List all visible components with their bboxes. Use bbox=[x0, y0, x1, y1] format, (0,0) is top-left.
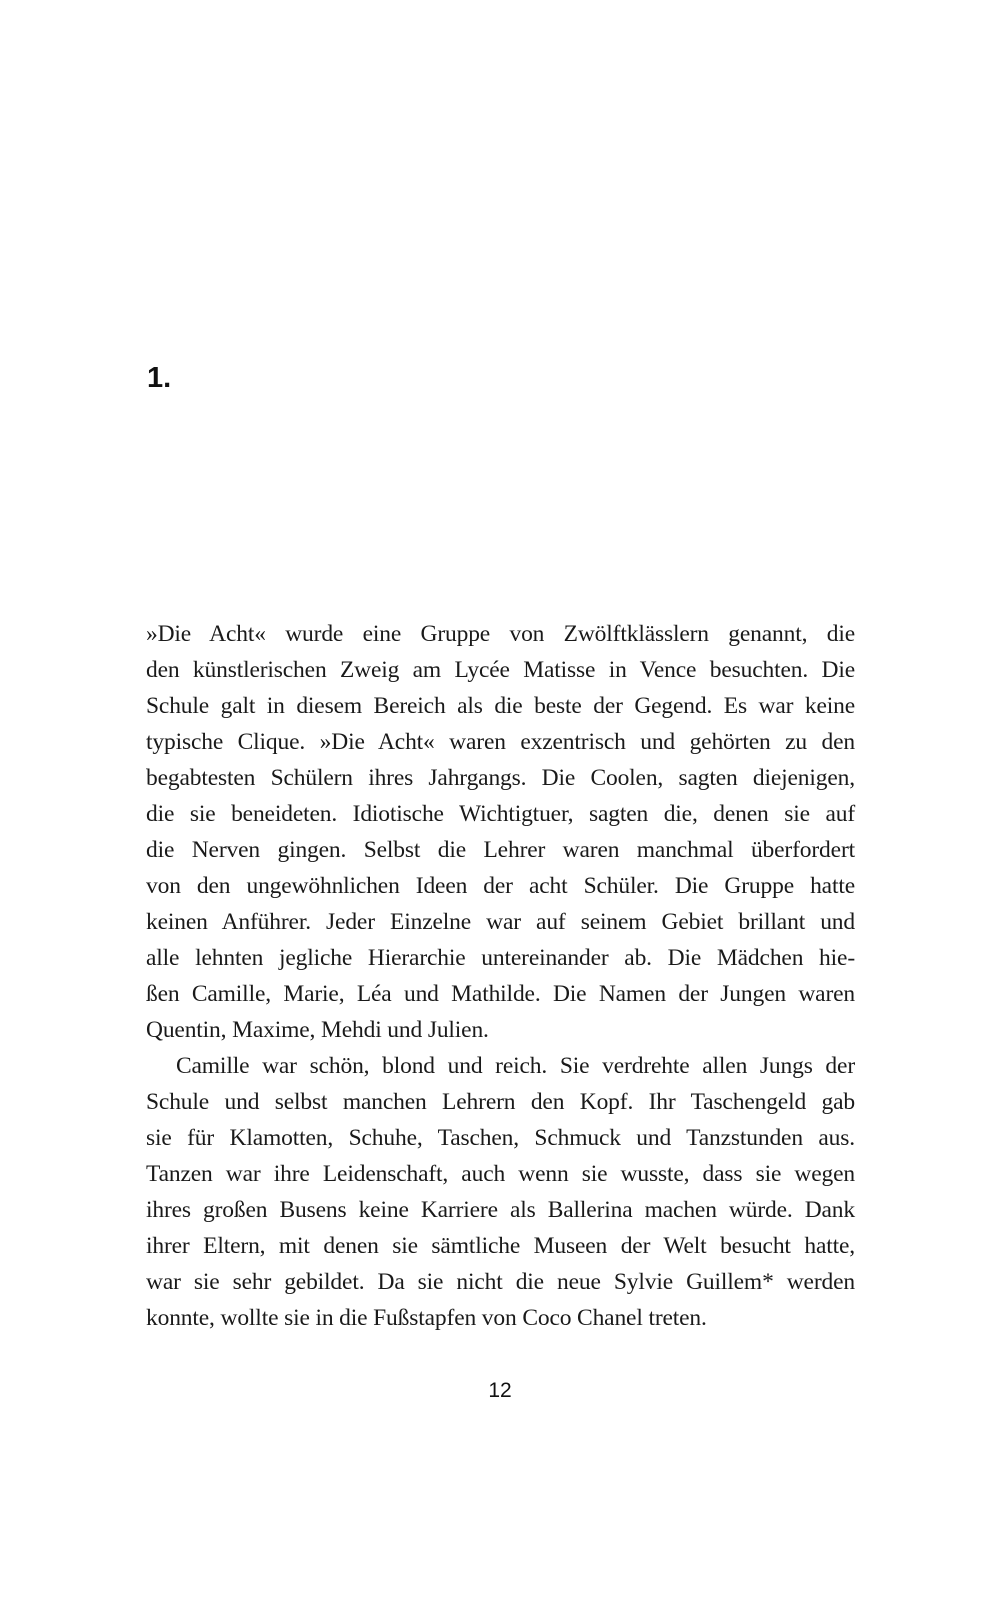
text-line: Tanzen war ihre Leidenschaft, auch wenn sie wusste, dass sie wegen bbox=[146, 1161, 855, 1187]
text-line: ihres großen Busens keine Karriere als Ballerina machen würde. Dank bbox=[146, 1197, 855, 1223]
text-line: alle lehnten jegliche Hierarchie untereinander ab. Die Mädchen hie- bbox=[146, 945, 855, 971]
page-number: 12 bbox=[488, 1379, 512, 1402]
text-line: ßen Camille, Marie, Léa und Mathilde. Die Namen der Jungen waren bbox=[146, 981, 855, 1007]
text-line: Schule galt in diesem Bereich als die beste der Gegend. Es war keine bbox=[146, 693, 855, 719]
text-line: »Die Acht« wurde eine Gruppe von Zwölftklässlern genannt, die bbox=[146, 621, 855, 647]
text-line: konnte, wollte sie in die Fußstapfen von Coco Chanel treten. bbox=[146, 1305, 707, 1331]
text-line: war sie sehr gebildet. Da sie nicht die neue Sylvie Guillem* werden bbox=[146, 1269, 855, 1295]
text-line: sie für Klamotten, Schuhe, Taschen, Schmuck und Tanzstunden aus. bbox=[146, 1125, 855, 1151]
text-line: die sie beneideten. Idiotische Wichtigtuer, sagten die, denen sie auf bbox=[146, 801, 855, 827]
text-line: von den ungewöhnlichen Ideen der acht Schüler. Die Gruppe hatte bbox=[146, 873, 855, 899]
chapter-heading: 1. bbox=[147, 362, 172, 394]
text-line: Schule und selbst manchen Lehrern den Kopf. Ihr Taschengeld gab bbox=[146, 1089, 855, 1115]
text-line: Quentin, Maxime, Mehdi und Julien. bbox=[146, 1017, 489, 1043]
text-line: Camille war schön, blond und reich. Sie verdrehte allen Jungs der bbox=[176, 1053, 855, 1079]
text-line: typische Clique. »Die Acht« waren exzentrisch und gehörten zu den bbox=[146, 729, 855, 755]
text-line: keinen Anführer. Jeder Einzelne war auf seinem Gebiet brillant und bbox=[146, 909, 855, 935]
text-line: begabtesten Schülern ihres Jahrgangs. Die Coolen, sagten diejenigen, bbox=[146, 765, 855, 791]
text-line: ihrer Eltern, mit denen sie sämtliche Museen der Welt besucht hatte, bbox=[146, 1233, 855, 1259]
paragraph-1 bbox=[146, 618, 855, 1050]
text-line: den künstlerischen Zweig am Lycée Matisse in Vence besuchten. Die bbox=[146, 657, 855, 683]
text-line: die Nerven gingen. Selbst die Lehrer waren manchmal überfordert bbox=[146, 837, 855, 863]
body-text bbox=[146, 618, 855, 1338]
paragraph-2 bbox=[146, 1050, 855, 1338]
